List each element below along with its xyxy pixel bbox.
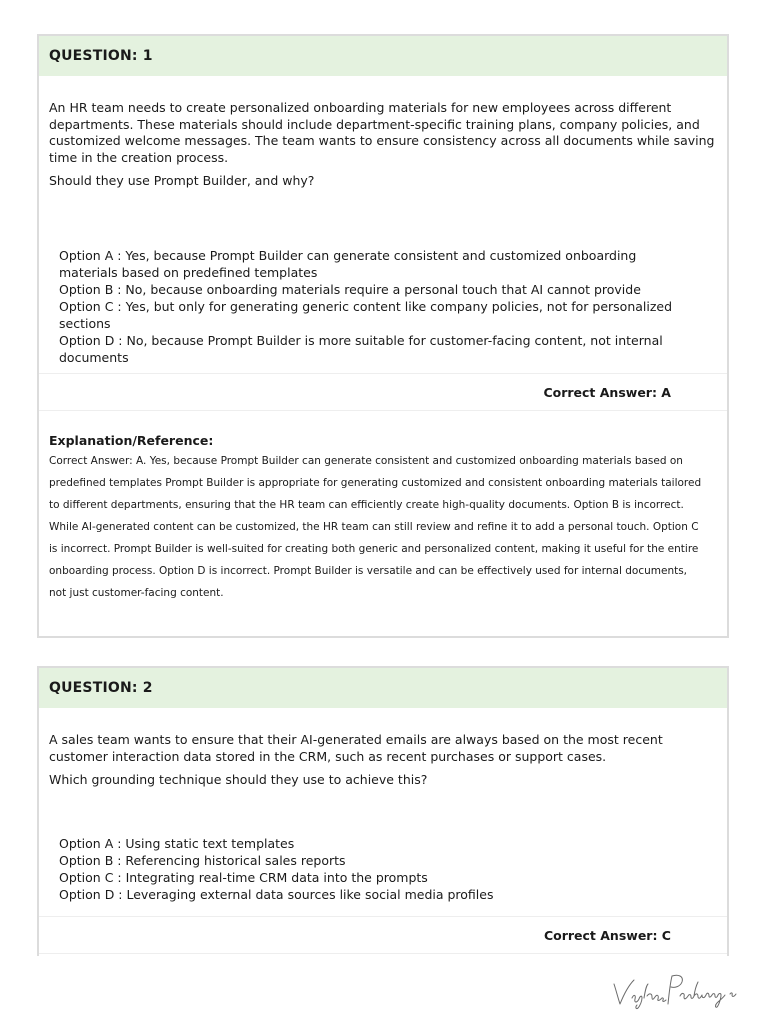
option-d: Option D : No, because Prompt Builder is more suitable for customer-facing content, not internal documents bbox=[59, 333, 663, 365]
explanation-title: Explanation/Reference: bbox=[49, 433, 214, 448]
correct-answer: Correct Answer: A bbox=[39, 373, 727, 411]
option-a: Option A : Yes, because Prompt Builder can generate consistent and customized onboarding materials based on predefined templates bbox=[59, 248, 637, 280]
option-b: Option B : No, because onboarding materials require a personal touch that AI cannot provide bbox=[59, 282, 641, 297]
option-b: Option B : Referencing historical sales reports bbox=[59, 853, 346, 868]
option-a: Option A : Using static text templates bbox=[59, 836, 295, 851]
question-prompt: Should they use Prompt Builder, and why? bbox=[49, 173, 315, 188]
question-card-1 bbox=[37, 34, 729, 638]
option-d: Option D : Leveraging external data sources like social media profiles bbox=[59, 887, 494, 902]
option-c: Option C : Yes, but only for generating generic content like company policies, not for personalized sections bbox=[59, 299, 673, 331]
question-header: QUESTION: 2 bbox=[39, 668, 727, 708]
question-header: QUESTION: 1 bbox=[39, 36, 727, 76]
question-body bbox=[39, 708, 727, 835]
question-stem: An HR team needs to create personalized onboarding materials for new employees across different departments. These materials should include department-specific training plans, company policies, and customized welcome messages. The team wants to ensure consistency across all documents while saving time in the creation process. bbox=[49, 100, 715, 165]
options-list bbox=[39, 835, 727, 916]
explanation-text: Correct Answer: A. Yes, because Prompt Builder can generate consistent and customized onboarding materials based on predefined templates Prompt Builder is appropriate for generating customized and consistent onboarding materials tailored to different departments, ensuring that the HR team can efficiently create high-quality documents. Option B is incorrect. While AI-generated content can be customized, the HR team can still review and refine it to add a personal touch. Option C is incorrect. Prompt Builder is well-suited for creating both generic and personalized content, making it useful for the entire onboarding process. Option D is incorrect. Prompt Builder is versatile and can be effectively used for internal documents, not just customer-facing content. bbox=[49, 455, 702, 599]
question-stem: A sales team wants to ensure that their AI-generated emails are always based on the most recent customer interaction data stored in the CRM, such as recent purchases or support cases. bbox=[49, 732, 663, 764]
signature-image bbox=[606, 968, 746, 1014]
option-c: Option C : Integrating real-time CRM data into the prompts bbox=[59, 870, 428, 885]
question-body bbox=[39, 76, 727, 247]
correct-answer: Correct Answer: C bbox=[39, 916, 727, 954]
explanation bbox=[39, 411, 727, 604]
options-list bbox=[39, 247, 727, 373]
question-prompt: Which grounding technique should they use to achieve this? bbox=[49, 772, 428, 787]
question-card-2 bbox=[37, 666, 729, 956]
